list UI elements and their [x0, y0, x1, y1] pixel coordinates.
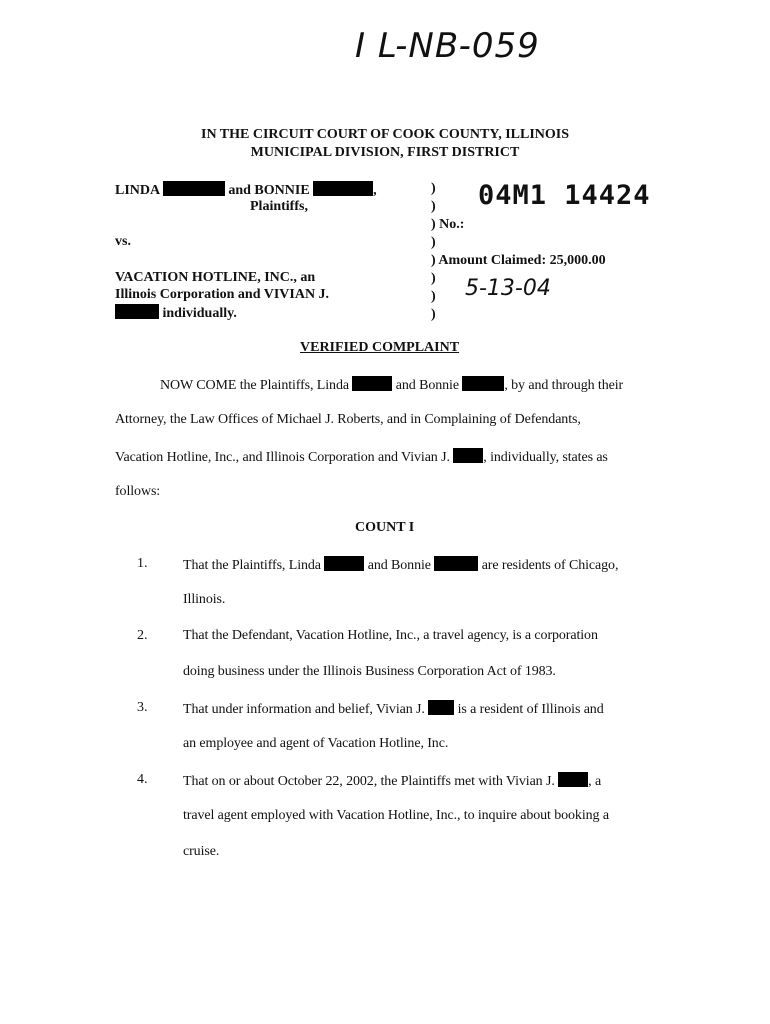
paragraph-number: 3.	[137, 700, 148, 715]
caption-paren: )	[431, 181, 436, 196]
intro-line1: NOW COME the Plaintiffs, Linda and Bonnie , by and through their	[160, 378, 624, 393]
defendant-line3: individually.	[115, 304, 237, 322]
redaction-bar	[453, 448, 483, 463]
case-number-stamp: 04M1 14424	[478, 180, 651, 211]
caption-plaintiffs: LINDA and BONNIE ,	[115, 183, 377, 198]
redaction-bar	[313, 181, 373, 196]
plaintiffs-label: Plaintiffs,	[250, 199, 308, 214]
caption-paren: )	[431, 199, 436, 214]
defendant-line2: Illinois Corporation and VIVIAN J.	[115, 287, 330, 302]
plaintiff-first-name: LINDA	[115, 183, 160, 198]
caption-paren: )	[431, 235, 436, 250]
paragraph-2-line2: doing business under the Illinois Business Corporation Act of 1983.	[183, 664, 556, 679]
court-heading-line1: IN THE CIRCUIT COURT OF COOK COUNTY, ILLINOIS	[201, 127, 569, 142]
paragraph-number: 4.	[137, 772, 148, 787]
paragraph-3-line2: an employee and agent of Vacation Hotline, Inc.	[183, 736, 449, 751]
handwritten-case-id: I L-NB-059	[355, 26, 540, 66]
intro-line4: follows:	[115, 484, 161, 499]
paragraph-4-line3: cruise.	[183, 844, 220, 859]
defendant-line1: VACATION HOTLINE, INC., an	[115, 270, 316, 285]
paragraph-2-line1: That the Defendant, Vacation Hotline, Inc., a travel agency, is a corporation	[183, 628, 598, 643]
redaction-bar	[462, 376, 504, 391]
intro-line3: Vacation Hotline, Inc., and Illinois Corporation and Vivian J. , individually, states as	[115, 450, 608, 465]
handwritten-date: 5-13-04	[465, 276, 551, 301]
caption-paren: )	[431, 289, 436, 304]
paragraph-1-line1: That the Plaintiffs, Linda and Bonnie are residents of Chicago,	[183, 558, 619, 573]
redaction-bar	[428, 700, 454, 715]
case-no-label: ) No.:	[431, 217, 465, 232]
caption-paren: )	[431, 307, 436, 322]
amount-claimed: ) Amount Claimed: 25,000.00	[431, 253, 606, 268]
and-bonnie-text: and BONNIE	[228, 183, 310, 198]
paragraph-number: 1.	[137, 556, 148, 571]
redaction-bar	[324, 556, 364, 571]
paragraph-number: 2.	[137, 628, 148, 643]
paragraph-1-line2: Illinois.	[183, 592, 226, 607]
court-heading-line2: MUNICIPAL DIVISION, FIRST DISTRICT	[250, 145, 520, 160]
redaction-bar	[115, 304, 159, 319]
redaction-bar	[352, 376, 392, 391]
count-heading: COUNT I	[355, 520, 415, 535]
redaction-bar	[163, 181, 225, 196]
paragraph-4-line2: travel agent employed with Vacation Hotline, Inc., to inquire about booking a	[183, 808, 609, 823]
document-title: VERIFIED COMPLAINT	[300, 340, 460, 355]
caption-paren: )	[431, 271, 436, 286]
redaction-bar	[434, 556, 478, 571]
paragraph-4-line1: That on or about October 22, 2002, the Plaintiffs met with Vivian J. , a	[183, 774, 602, 789]
intro-line2: Attorney, the Law Offices of Michael J. Roberts, and in Complaining of Defendants,	[115, 412, 581, 427]
vs-label: vs.	[115, 234, 131, 249]
paragraph-3-line1: That under information and belief, Vivian J. is a resident of Illinois and	[183, 702, 604, 717]
redaction-bar	[558, 772, 588, 787]
